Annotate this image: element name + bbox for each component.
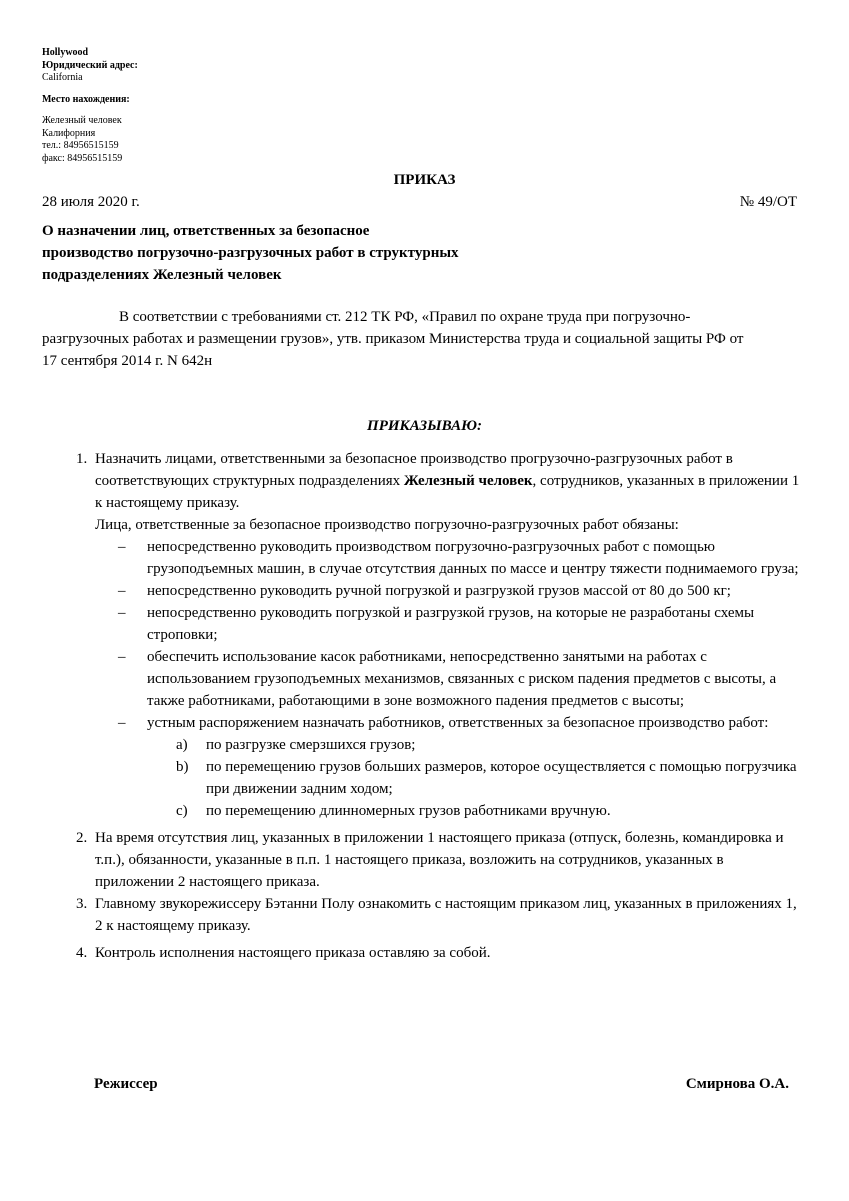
item-text: На время отсутствия лиц, указанных в приложении 1 настоящего приказа (отпуск, болезнь, командировка и т.п.), обязанности, указанные в п.п. 1 настоящего приказа, возложить на сотрудников, указанных в приложении 2 настоящего приказа.	[95, 830, 784, 890]
duty-item: – непосредственно руководить погрузкой и разгрузкой грузов, на которые не разработаны схемы строповки;	[118, 605, 755, 643]
order-items	[0, 448, 849, 964]
order-item	[0, 827, 805, 893]
order-item	[0, 448, 805, 536]
item-text: Назначить лицами, ответственными за безопасное производство прогрузочно-разгрузочных работ в соответствующих структурных подразделениях Железный человек, сотрудников, указанных в приложении 1 к настоящему приказу.	[95, 451, 800, 511]
item-number: 3.	[76, 896, 88, 912]
item-text: Контроль исполнения настоящего приказа оставляю за собой.	[95, 945, 491, 961]
company-name: Hollywood	[42, 47, 89, 58]
item-number: 1.	[76, 451, 88, 467]
location-line: Железный человек	[42, 115, 122, 126]
location-line: Калифорния	[42, 127, 96, 139]
document-date: 28 июля 2020 г.	[42, 194, 140, 210]
document-subject: О назначении лиц, ответственных за безопасное производство погрузочно-разгрузочных работ в структурных подразделениях Железный человек	[42, 223, 459, 283]
legal-address: California	[42, 72, 83, 83]
document-number: № 49/ОТ	[739, 194, 797, 210]
item-text: Главному звукорежиссеру Бэтанни Полу ознакомить с настоящим приказом лиц, указанных в приложениях 1, 2 к настоящему приказу.	[95, 896, 797, 934]
duty-item: – устным распоряжением назначать работников, ответственных за безопасное производство работ:	[118, 715, 769, 731]
legal-address-label: Юридический адрес:	[42, 59, 138, 71]
duty-item: – непосредственно руководить ручной погрузкой и разгрузкой грузов массой от 80 до 500 кг;	[118, 583, 731, 599]
location-label: Место нахождения:	[42, 93, 130, 105]
duty-item: – непосредственно руководить производством погрузочно-разгрузочных работ с помощью грузоподъемных машин, в случае отсутствия данных по массе и центру тяжести поднимаемого груза;	[118, 539, 799, 577]
signature-role: Режиссер	[94, 1076, 158, 1092]
fax-line: факс: 84956515159	[42, 152, 123, 164]
item-number: 4.	[76, 945, 88, 961]
sub-item: c) по перемещению длинномерных грузов работниками вручную.	[176, 803, 611, 819]
intro-paragraph: В соответствии с требованиями ст. 212 ТК РФ, «Правил по охране труда при погрузочно-разгрузочных работах и размещении грузов», утв. приказом Министерства труда и социальной защиты РФ от 17 сентября 2014 г. N 642н	[42, 309, 744, 369]
phone-line: тел.: 84956515159	[42, 140, 119, 151]
order-item	[0, 942, 805, 964]
order-item	[0, 893, 805, 937]
item-number: 2.	[76, 830, 88, 846]
department-name: Железный человек	[403, 473, 533, 489]
order-heading: ПРИКАЗЫВАЮ:	[367, 418, 482, 434]
duty-item: – обеспечить использование касок работниками, непосредственно занятыми на работах с использованием грузоподъемных механизмов, связанных с риском падения предметов с высоты, а также работниками, работающими в зоне возможного падения предметов с высоты;	[118, 649, 777, 709]
sub-item: a) по разгрузке смерзшихся грузов;	[176, 737, 416, 753]
company-header	[42, 47, 138, 165]
sub-item: b) по перемещению грузов больших размеров, которое осуществляется с помощью погрузчика при движении задним ходом;	[176, 759, 797, 797]
document-title: ПРИКАЗ	[393, 172, 456, 188]
duties-intro: Лица, ответственные за безопасное производство погрузочно-разгрузочных работ обязаны:	[95, 517, 679, 533]
signature-name: Смирнова О.А.	[685, 1076, 789, 1092]
